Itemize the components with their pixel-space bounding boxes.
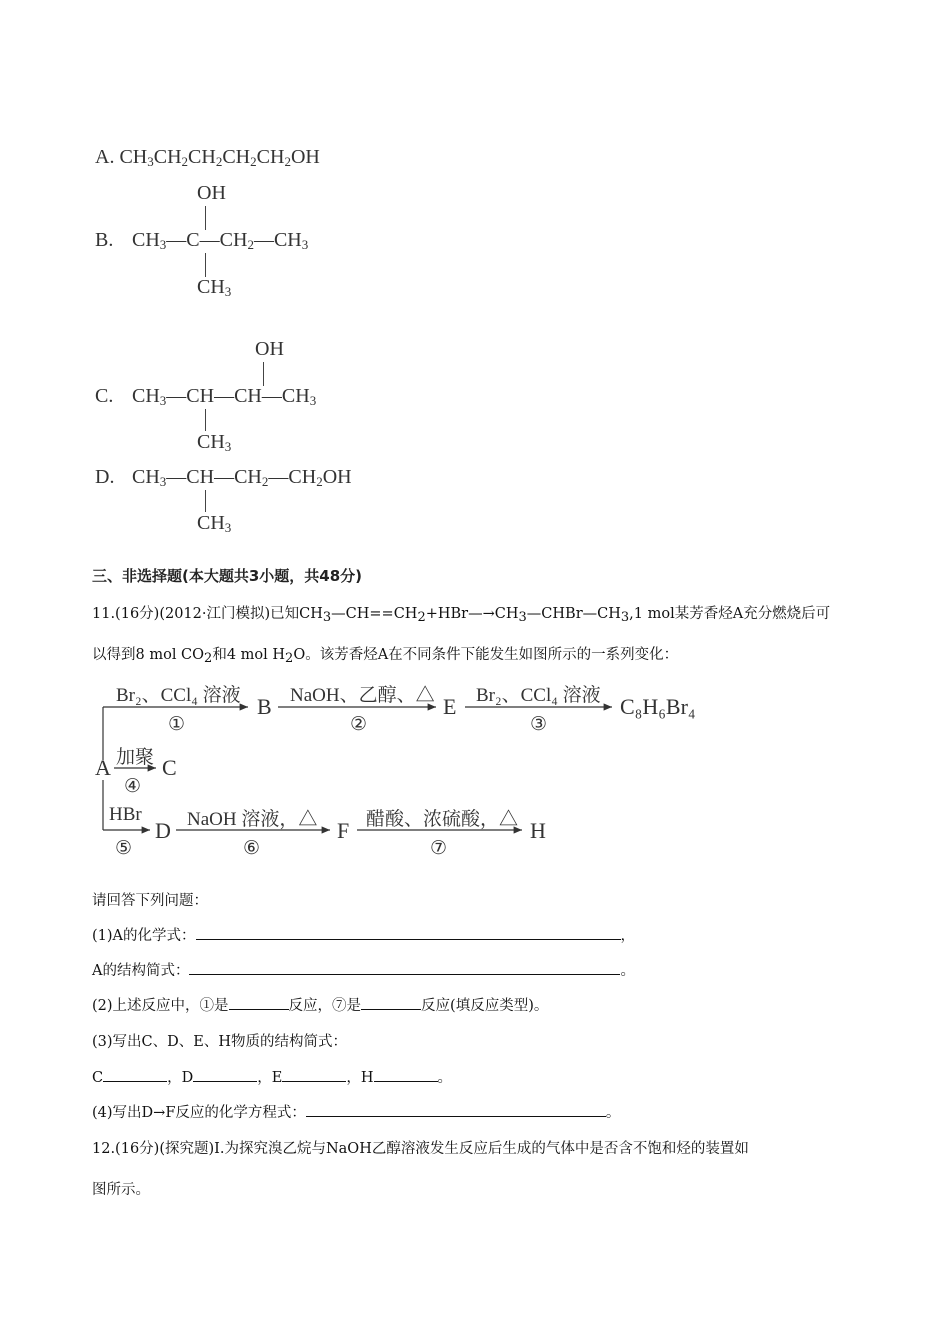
q11-line-2: 以得到8 mol $CO_2$和4 mol $H_2O$。该芳香烃A在不同条件下能发生如图所示的一系列变化： xyxy=(92,647,679,666)
q11-prompt: 请回答下列问题： xyxy=(92,893,208,909)
answer-blank[interactable] xyxy=(282,1067,346,1082)
answer-blank[interactable] xyxy=(103,1067,167,1082)
option-c-main-chain: $CH_3—CH—CH—CH_3$ xyxy=(132,385,317,408)
node-b: B xyxy=(257,694,272,719)
step-7: ⑦ xyxy=(430,838,448,859)
q12-line-2: 图所示。 xyxy=(92,1182,150,1198)
answer-blank[interactable] xyxy=(193,1067,257,1082)
step-1: ① xyxy=(168,714,186,735)
q11-part1-formula: (1)A的化学式： ， xyxy=(92,924,635,945)
answer-blank[interactable] xyxy=(306,1102,606,1117)
cond-7: 醋酸、浓硫酸，△ xyxy=(366,809,519,830)
q11-line-1: 11.(16分)(2012·江门模拟)已知$CH_3—CH==CH_2+HBr—\to CH_3—CHBr—CH_3,1$ mol某芳香烃A充分燃烧后可 xyxy=(92,606,831,625)
option-d-label: D. xyxy=(95,466,115,488)
option-b-label: B. xyxy=(95,229,114,251)
option-c-label: C. xyxy=(95,385,114,407)
cond-2: NaOH、乙醇、△ xyxy=(290,685,435,706)
step-5: ⑤ xyxy=(115,838,133,859)
section-title: 三、非选择题(本大题共3小题，共48分) xyxy=(92,567,363,585)
option-c-oh: OH xyxy=(255,338,284,360)
node-a: A xyxy=(95,755,111,780)
option-d-ch3: $CH_3$ xyxy=(197,512,232,535)
option-b-ch3: $CH_3$ xyxy=(197,276,232,299)
cond-4: 加聚 xyxy=(116,747,155,768)
answer-blank[interactable] xyxy=(374,1067,438,1082)
option-b-main-chain: $CH_3—C—CH_2—CH_3$ xyxy=(132,229,309,252)
cond-6: NaOH 溶液，△ xyxy=(187,809,318,830)
node-e: E xyxy=(443,694,457,719)
node-d: D xyxy=(155,818,171,843)
option-d-main-chain: $CH_3—CH—CH_2—CH_2OH$ xyxy=(132,466,352,489)
answer-blank[interactable] xyxy=(229,995,289,1010)
node-c: C xyxy=(162,755,177,780)
step-4: ④ xyxy=(124,776,142,797)
answer-blank[interactable] xyxy=(196,925,621,940)
option-b-oh: OH xyxy=(197,182,226,204)
q11-part3: (3)写出C、D、E、H物质的结构简式： xyxy=(92,1034,347,1050)
q11-part2: (2)上述反应中，①是 反应，⑦是 反应(填反应类型)。 xyxy=(92,994,548,1015)
cond-3: Br₂、CCl₄ 溶液 xyxy=(476,685,601,706)
step-2: ② xyxy=(350,714,368,735)
node-h: H xyxy=(530,818,546,843)
q12-line-1: 12.(16分)(探究题)Ⅰ.为探究溴乙烷与NaOH乙醇溶液发生反应后生成的气体中是否含不饱和烃的装置如 xyxy=(92,1141,749,1157)
node-f: F xyxy=(337,818,350,843)
option-c-ch3: $CH_3$ xyxy=(197,431,232,454)
option-a-formula: $CH_3CH_2CH_2CH_2CH_2OH$ xyxy=(119,146,320,169)
cond-1: Br₂、CCl₄ 溶液 xyxy=(116,685,241,706)
q11-part4: (4)写出D→F反应的化学方程式： 。 xyxy=(92,1101,620,1122)
q11-part3-blanks: C ，D ，E ，H 。 xyxy=(92,1066,452,1087)
q11-part1-structure: A的结构简式： 。 xyxy=(92,959,635,980)
step-3: ③ xyxy=(530,714,548,735)
node-product: C₈H₆Br₄ xyxy=(620,694,696,719)
answer-blank[interactable] xyxy=(189,960,620,975)
step-6: ⑥ xyxy=(243,838,261,859)
answer-blank[interactable] xyxy=(361,995,421,1010)
option-a-label: A. xyxy=(95,146,115,168)
cond-5: HBr xyxy=(109,804,142,825)
